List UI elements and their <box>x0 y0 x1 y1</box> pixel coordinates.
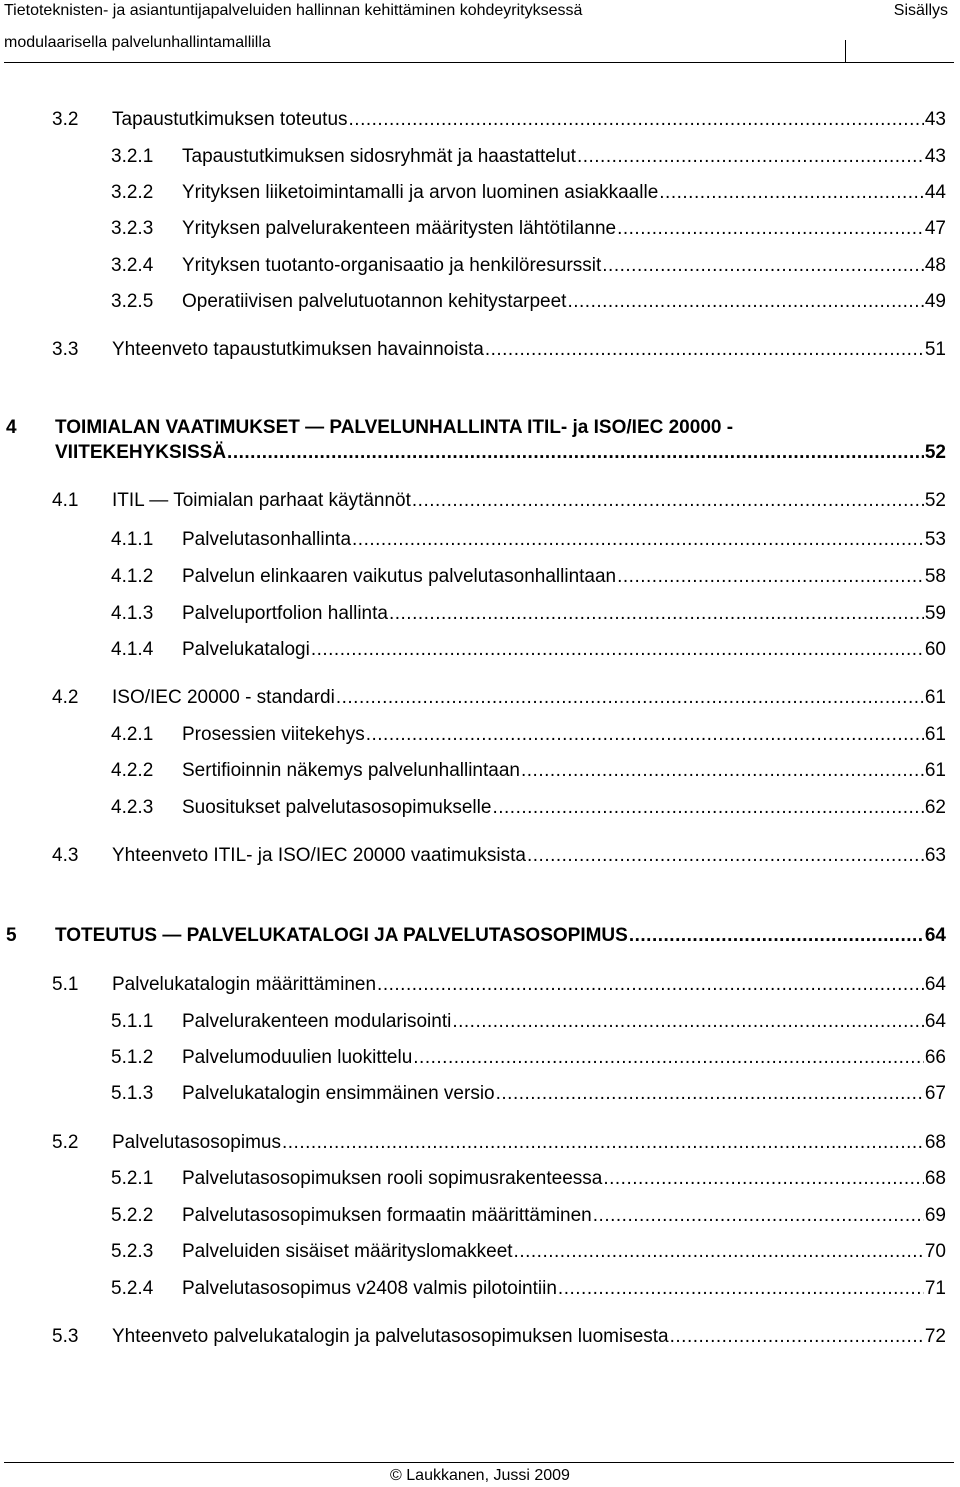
toc-entry-page: 53 <box>924 529 946 550</box>
toc-entry-number: 5.2.2 <box>111 1205 154 1226</box>
toc-chapter-entry[interactable] <box>6 925 946 947</box>
toc-entry-number: 5.1 <box>52 974 79 995</box>
toc-leader-dots <box>567 291 923 313</box>
toc-entry-number: 3.2.4 <box>111 255 154 276</box>
toc-leader-dots <box>282 1132 924 1154</box>
toc-chapter-number: 4 <box>6 417 17 438</box>
toc-entry[interactable] <box>52 1132 946 1154</box>
toc-leader-dots <box>485 339 924 361</box>
page-footer: © Laukkanen, Jussi 2009 <box>390 1467 570 1484</box>
toc-chapter-number: 5 <box>6 925 17 946</box>
toc-entry-title: Palveluiden sisäiset määrityslomakkeet <box>182 1241 513 1262</box>
toc-entry[interactable] <box>111 566 946 588</box>
toc-entry-number: 4.1.4 <box>111 639 154 660</box>
toc-entry-number: 5.3 <box>52 1326 79 1347</box>
toc-entry[interactable] <box>52 490 946 512</box>
toc-entry-number: 4.1.3 <box>111 603 154 624</box>
toc-entry[interactable] <box>111 1168 946 1190</box>
page-header <box>0 0 960 66</box>
toc-entry[interactable] <box>52 687 946 709</box>
header-section-label: Sisällys <box>893 2 948 19</box>
toc-entry-title: Palvelutasosopimus <box>112 1132 281 1153</box>
toc-leader-dots <box>227 442 924 464</box>
toc-entry-page: 52 <box>924 442 946 463</box>
toc-entry-title: Palvelumoduulien luokittelu <box>182 1047 413 1068</box>
toc-entry-title: Tapaustutkimuksen sidosryhmät ja haastattelut <box>182 146 576 167</box>
footer-rule <box>4 1462 954 1463</box>
toc-entry[interactable] <box>52 339 946 361</box>
toc-entry-title: Tapaustutkimuksen toteutus <box>112 109 348 130</box>
toc-entry[interactable] <box>111 1011 946 1033</box>
toc-entry-title: Palvelurakenteen modularisointi <box>182 1011 452 1032</box>
toc-entry[interactable] <box>111 218 946 240</box>
toc-entry-page: 48 <box>924 255 946 276</box>
header-title-line-1: Tietoteknisten- ja asiantuntijapalveluiden hallinnan kehittäminen kohdeyrityksessä <box>4 2 583 19</box>
toc-entry[interactable] <box>55 442 946 464</box>
toc-entry[interactable] <box>111 724 946 746</box>
toc-entry[interactable] <box>111 529 946 551</box>
toc-entry[interactable] <box>52 109 946 131</box>
toc-entry[interactable] <box>111 182 946 204</box>
toc-entry-page: 61 <box>924 687 946 708</box>
toc-entry-page: 52 <box>924 490 946 511</box>
toc-leader-dots <box>602 255 924 277</box>
toc-entry-title: Palvelutasonhallinta <box>182 529 352 550</box>
toc-entry[interactable] <box>111 797 946 819</box>
toc-entry-page: 67 <box>924 1083 946 1104</box>
toc-leader-dots <box>349 109 924 131</box>
toc-entry[interactable] <box>111 255 946 277</box>
toc-entry-title: ITIL — Toimialan parhaat käytännöt <box>112 490 411 511</box>
toc-entry-page: 61 <box>924 760 946 781</box>
toc-entry[interactable] <box>111 639 946 661</box>
header-divider-tick <box>845 40 846 63</box>
toc-entry-number: 5.2.4 <box>111 1278 154 1299</box>
toc-leader-dots <box>514 1241 924 1263</box>
toc-entry-page: 66 <box>924 1047 946 1068</box>
toc-entry-number: 5.2.3 <box>111 1241 154 1262</box>
toc-entry-title: Sertifioinnin näkemys palvelunhallintaan <box>182 760 520 781</box>
toc-entry-title: Yhteenveto palvelukatalogin ja palvelutasosopimuksen luomisesta <box>112 1326 669 1347</box>
toc-entry-page: 49 <box>924 291 946 312</box>
toc-entry-page: 64 <box>924 974 946 995</box>
toc-entry-title: Yhteenveto tapaustutkimuksen havainnoista <box>112 339 484 360</box>
toc-leader-dots <box>603 1168 924 1190</box>
toc-entry[interactable] <box>111 146 946 168</box>
toc-leader-dots <box>366 724 924 746</box>
toc-leader-dots <box>593 1205 924 1227</box>
toc-entry[interactable] <box>52 845 946 867</box>
toc-entry-title: Palvelukatalogin ensimmäinen versio <box>182 1083 495 1104</box>
toc-leader-dots <box>352 529 924 551</box>
toc-entry-page: 64 <box>924 925 946 946</box>
toc-entry-number: 3.2.3 <box>111 218 154 239</box>
toc-entry-number: 5.1.3 <box>111 1083 154 1104</box>
toc-leader-dots <box>577 146 924 168</box>
toc-entry-number: 4.2 <box>52 687 79 708</box>
toc-entry-title: Yrityksen palvelurakenteen määritysten lähtötilanne <box>182 218 617 239</box>
toc-entry-title: Prosessien viitekehys <box>182 724 365 745</box>
toc-entry[interactable] <box>111 1205 946 1227</box>
toc-leader-dots <box>496 1083 924 1105</box>
toc-entry-page: 47 <box>924 218 946 239</box>
toc-entry-page: 43 <box>924 109 946 130</box>
toc-entry-title: Palvelukatalogi <box>182 639 310 660</box>
toc-entry-title: Palvelukatalogin määrittäminen <box>112 974 377 995</box>
toc-entry-page: 72 <box>924 1326 946 1347</box>
toc-leader-dots <box>452 1011 924 1033</box>
toc-entry-number: 4.1.2 <box>111 566 154 587</box>
toc-entry-page: 63 <box>924 845 946 866</box>
toc-leader-dots <box>558 1278 924 1300</box>
toc-entry[interactable] <box>52 1326 946 1348</box>
toc-entry-number: 3.2.5 <box>111 291 154 312</box>
header-title-line-2: modulaarisella palvelunhallintamallilla <box>4 34 271 51</box>
toc-entry-title: Palvelun elinkaaren vaikutus palvelutasonhallintaan <box>182 566 617 587</box>
toc-entry-number: 5.2.1 <box>111 1168 154 1189</box>
toc-entry-title: Palvelutasosopimuksen formaatin määrittäminen <box>182 1205 592 1226</box>
toc-leader-dots <box>412 490 924 512</box>
toc-entry[interactable] <box>111 1278 946 1300</box>
toc-entry-page: 59 <box>924 603 946 624</box>
toc-leader-dots <box>389 603 924 625</box>
toc-entry-title: Suositukset palvelutasosopimukselle <box>182 797 492 818</box>
toc-entry[interactable] <box>111 1083 946 1105</box>
toc-entry-number: 3.3 <box>52 339 79 360</box>
toc-entry-page: 60 <box>924 639 946 660</box>
toc-entry-title: Operatiivisen palvelutuotannon kehitystarpeet <box>182 291 567 312</box>
toc-chapter-title-line-1[interactable]: TOIMIALAN VAATIMUKSET — PALVELUNHALLINTA ITIL- ja ISO/IEC 20000 - <box>55 417 734 438</box>
toc-entry-title: ISO/IEC 20000 - standardi <box>112 687 335 708</box>
toc-entry[interactable] <box>111 291 946 313</box>
toc-entry[interactable] <box>52 974 946 996</box>
toc-leader-dots <box>670 1326 924 1348</box>
toc-entry-number: 4.2.1 <box>111 724 154 745</box>
toc-entry-number: 5.1.2 <box>111 1047 154 1068</box>
toc-leader-dots <box>617 566 924 588</box>
toc-entry-page: 43 <box>924 146 946 167</box>
toc-entry-page: 44 <box>924 182 946 203</box>
toc-leader-dots <box>311 639 924 661</box>
toc-leader-dots <box>629 925 924 947</box>
toc-leader-dots <box>377 974 924 996</box>
toc-entry-page: 70 <box>924 1241 946 1262</box>
toc-entry-title: Palvelutasosopimus v2408 valmis pilotointiin <box>182 1278 557 1299</box>
toc-chapter-title-line-2: VIITEKEHYKSISSÄ <box>55 442 227 463</box>
toc-entry-title: Yrityksen tuotanto-organisaatio ja henkilöresurssit <box>182 255 602 276</box>
toc-entry-title: Yrityksen liiketoimintamalli ja arvon luominen asiakkaalle <box>182 182 659 203</box>
toc-leader-dots <box>527 845 924 867</box>
toc-entry-number: 4.3 <box>52 845 79 866</box>
toc-entry-number: 4.1.1 <box>111 529 154 550</box>
toc-entry-title: Palvelutasosopimuksen rooli sopimusrakenteessa <box>182 1168 603 1189</box>
toc-leader-dots <box>336 687 924 709</box>
toc-leader-dots <box>659 182 924 204</box>
toc-entry-number: 4.2.2 <box>111 760 154 781</box>
toc-entry[interactable] <box>111 1241 946 1263</box>
toc-leader-dots <box>521 760 924 782</box>
toc-leader-dots <box>492 797 923 819</box>
toc-entry-number: 4.2.3 <box>111 797 154 818</box>
toc-entry-page: 69 <box>924 1205 946 1226</box>
toc-entry-number: 3.2.2 <box>111 182 154 203</box>
toc-entry-page: 64 <box>924 1011 946 1032</box>
toc-entry[interactable] <box>111 603 946 625</box>
toc-entry-page: 71 <box>924 1278 946 1299</box>
toc-entry-number: 3.2.1 <box>111 146 154 167</box>
toc-entry-title: Yhteenveto ITIL- ja ISO/IEC 20000 vaatimuksista <box>112 845 526 866</box>
toc-entry-page: 68 <box>924 1168 946 1189</box>
toc-entry[interactable] <box>111 760 946 782</box>
toc-entry-page: 58 <box>924 566 946 587</box>
toc-leader-dots <box>617 218 924 240</box>
toc-leader-dots <box>413 1047 924 1069</box>
toc-entry-number: 5.2 <box>52 1132 79 1153</box>
header-rule <box>4 62 954 63</box>
toc-entry-title: TOTEUTUS — PALVELUKATALOGI JA PALVELUTASOSOPIMUS <box>55 925 628 946</box>
toc-entry-number: 5.1.1 <box>111 1011 154 1032</box>
toc-entry-page: 51 <box>924 339 946 360</box>
toc-entry-page: 61 <box>924 724 946 745</box>
toc-entry-number: 4.1 <box>52 490 79 511</box>
toc-entry-page: 62 <box>924 797 946 818</box>
toc-entry-title: Palveluportfolion hallinta <box>182 603 388 624</box>
toc-entry-number: 3.2 <box>52 109 79 130</box>
toc-entry[interactable] <box>111 1047 946 1069</box>
toc-entry-page: 68 <box>924 1132 946 1153</box>
